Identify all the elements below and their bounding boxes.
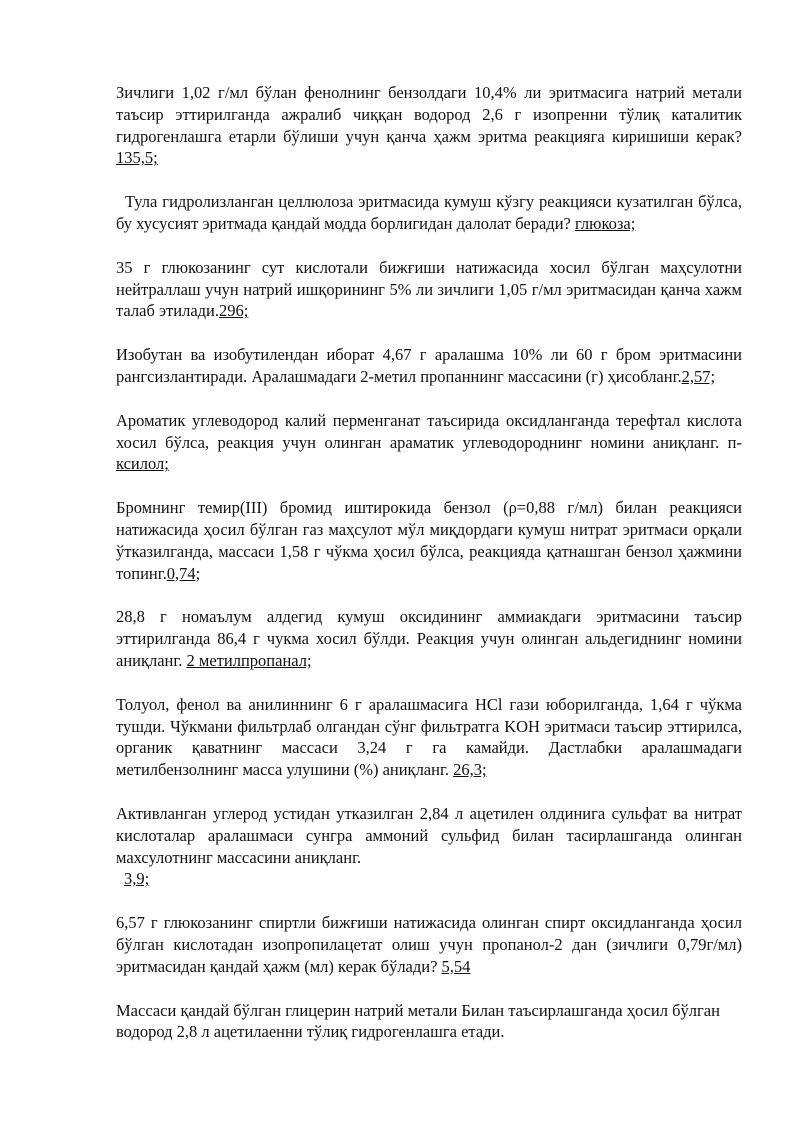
question-text: 6,57 г глюкозанинг спиртли бижғиши натижасида олинган спирт оксидланганда ҳосил бўлган кислотадан изопропилацетат олиш учун пропанол-2 дан (зичлиги 0,79г/мл) эритмасидан қандай ҳажм (мл) керак бўлади? xyxy=(116,913,742,976)
question-11 xyxy=(116,1000,742,1044)
question-text: Ароматик углеводород калий перменганат таъсирида оксидланганда терефтал кислота хосил бўлса, реакция учун олинган араматик углеводороднинг номини аниқланг. п- xyxy=(116,410,742,452)
question-text: Бромнинг темир(III) бромид иштирокида бензол (ρ=0,88 г/мл) билан реакцияси натижасида ҳосил бўлган газ маҳсулот мўл миқдордаги кумуш нитрат эритмаси орқали ўтказилганда, массаси 1,58 г чўкма ҳосил бўлса, реакцияда қатнашган бензол ҳажмини топинг. xyxy=(116,498,742,583)
answer: ксилол; xyxy=(116,454,169,474)
question-9 xyxy=(116,803,742,890)
answer: 2 метилпропанал; xyxy=(186,650,312,670)
answer: 296; xyxy=(219,301,249,321)
answer: 3,9; xyxy=(124,869,150,889)
answer: 26,3; xyxy=(453,760,487,780)
answer: 0,74; xyxy=(166,563,201,583)
question-text: Зичлиги 1,02 г/мл бўлан фенолнинг бензолдаги 10,4% ли эритмасига натрий метали таъсир эттирилганда ажралиб чиққан водород 2,6 г изопренни тўлиқ каталитик гидрогенлашга етарли бўлиши учун қанча ҳажм эритма реакцияга киришиши керак? xyxy=(116,83,742,146)
question-2 xyxy=(116,191,742,235)
question-6 xyxy=(116,497,742,584)
question-text: 28,8 г номаълум алдегид кумуш оксидининг аммиакдаги эритмасини таъсир эттирилганда 86,4 г чукма хосил бўлди. Реакция учун олинган альдегиднинг номини аниқланг. xyxy=(116,607,742,670)
question-1 xyxy=(116,82,742,169)
question-5 xyxy=(116,410,742,475)
question-4 xyxy=(116,344,742,388)
answer: глюкоза; xyxy=(574,213,636,233)
answer: 5,54 xyxy=(441,956,471,976)
question-text: Активланган углерод устидан утказилган 2,84 л ацетилен олдинига сульфат ва нитрат кислоталар аралашмаси сунгра аммоний сульфид билан тасирлашганда олинган махсулотнинг массасини аниқланг. xyxy=(116,803,742,867)
question-text: Массаси қандай бўлган глицерин натрий метали Билан таъсирлашганда ҳосил бўлган водород 2,8 л ацетилаенни тўлиқ гидрогенлашга етади. xyxy=(116,1000,720,1042)
question-text: Изобутан ва изобутилендан иборат 4,67 г аралашма 10% ли 60 г бром эритмасини рангсизлантиради. Аралашмадаги 2-метил пропаннинг массасини (г) ҳисобланг. xyxy=(116,345,742,386)
question-text: Толуол, фенол ва анилиннинг 6 г аралашмасига HCl гази юборилганда, 1,64 г чўкма тушди. Чўкмани фильтрлаб олгандан сўнг фильтратга KOH эритмаси таъсир эттирилса, органик қаватнинг массаси 3,24 г га камайди. Дастлабки аралашмадаги метилбензолнинг масса улушини (%) аниқланг. xyxy=(116,694,742,780)
answer: 2,57; xyxy=(681,366,716,386)
question-7 xyxy=(116,606,742,671)
question-8 xyxy=(116,694,742,781)
answer: 135,5; xyxy=(116,148,158,168)
question-3 xyxy=(116,257,742,322)
question-10 xyxy=(116,912,742,977)
question-text: 35 г глюкозанинг сут кислотали бижғиши натижасида хосил бўлган маҳсулотни нейтраллаш учун натрий ишқорининг 5% ли зичлиги 1,05 г/мл эритмасидан қанча хажм талаб этилади. xyxy=(116,257,742,321)
question-text: Тула гидролизланган целлюлоза эритмасида кумуш кўзгу реакцияси кузатилган бўлса, бу хусусият эритмада қандай модда борлигидан далолат беради? xyxy=(116,192,742,233)
